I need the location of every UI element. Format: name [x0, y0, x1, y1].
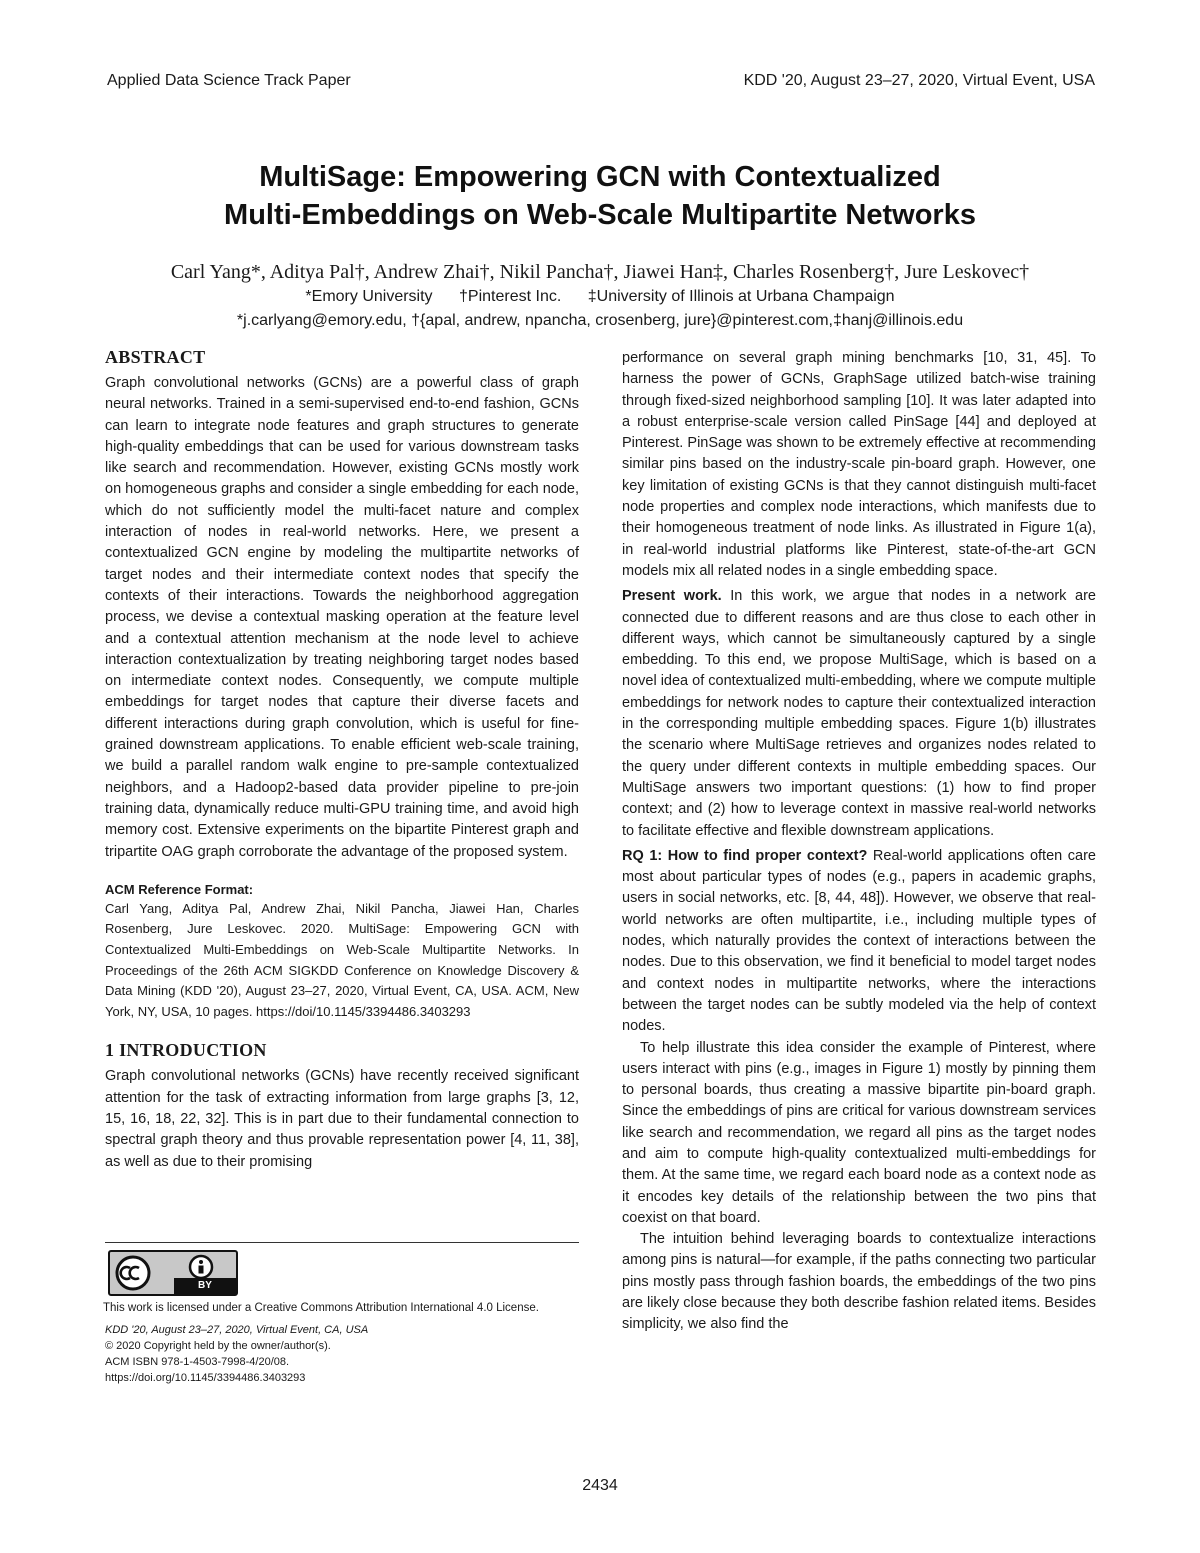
left-column [105, 345, 579, 1173]
present-work-label: Present work. [622, 588, 722, 605]
acm-reference-text: Carl Yang, Aditya Pal, Andrew Zhai, Nikil Pancha, Jiawei Han, Charles Rosenberg, Jure Leskovec. 2020. MultiSage: Empowering GCN with Contextualized Multi-Embeddings on Web-Scale Multipartite Networks. In Proceedings of the 26th ACM SIGKDD Conference on Knowledge Discovery & Data Mining (KDD '20), August 23–27, 2020, Virtual Event, CA, USA. ACM, New York, NY, USA, 10 pages. https://doi/10.1145/3394486.3403293 [105, 900, 579, 1019]
cc-by-label: BY [198, 1280, 212, 1291]
running-head-right: KDD '20, August 23–27, 2020, Virtual Event, USA [743, 72, 1095, 89]
pinterest-example-paragraph: To help illustrate this idea consider the example of Pinterest, where users interact with pins (e.g., images in Figure 1) mostly by pinning them to personal boards, thus creating a massive bipartite pin-board graph. Since the embeddings of pins are critical for various downstream services like search and recommendation, we regard all pins as the target nodes and aim to compute high-quality contextualized multi-embeddings for them. At the same time, we regard each board node as a context node as it encodes key details of the relationship between the two pins that coexist on that board. [622, 1039, 1096, 1226]
right-column [622, 348, 1096, 1336]
paper-title [60, 158, 1140, 234]
license-statement: This work is licensed under a Creative Commons Attribution International 4.0 License. [103, 1302, 539, 1314]
affiliation-pinterest: †Pinterest Inc. [459, 288, 562, 305]
title-line-2: Multi-Embeddings on Web-Scale Multipartite Networks [224, 199, 976, 231]
present-work-text: In this work, we argue that nodes in a network are connected due to different reasons and are thus close to each other in different ways, which cannot be simultaneously captured by a single embedding. To this end, we propose MultiSage, which is based on a novel idea of contextualized multi-embedding, where we compute multiple embeddings for network nodes to capture their contextualized interaction in the corresponding multiple embedding spaces. Figure 1(b) illustrates the scenario where MultiSage retrieves and organizes nodes related to the query under different contexts in multiple embedding spaces. Our MultiSage answers two important questions: (1) how to find proper context; and (2) how to leverage context in massive real-world networks to facilitate effective and flexible downstream applications. [622, 588, 1096, 839]
abstract-text: Graph convolutional networks (GCNs) are a powerful class of graph neural networks. Trained in a semi-supervised end-to-end fashion, GCNs can learn to integrate node features and graph structures to generate high-quality embeddings that can be used for various downstream tasks like search and recommendation. However, existing GCNs mostly work on homogeneous graphs and consider a single embedding for each node, which do not sufficiently model the multi-facet nature and complex interaction of nodes in real-world networks. Here, we present a contextualized GCN engine by modeling the multipartite networks of target nodes and their intermediate context nodes that specify the contexts of their interactions. Towards the neighborhood aggregation process, we devise a contextual masking operation at the feature level and a contextual attention mechanism at the node level to achieve interaction contextualization by treating neighboring target nodes based on intermediate context nodes. Consequently, we compute multiple embeddings for target nodes that capture their diverse facets and different interactions during graph convolution, which is useful for fine-grained downstream applications. To enable efficient web-scale training, we build a parallel random walk engine to pre-sample contextualized neighbors, and a Hadoop2-based data provider pipeline to pre-join training data, dynamically reduce multi-GPU training time, and avoid high memory cost. Extensive experiments on the bipartite Pinterest graph and tripartite OAG graph corroborate the advantage of the proposed system. [105, 375, 580, 860]
author-emails: *j.carlyang@emory.edu, †{apal, andrew, npancha, crosenberg, jure}@pinterest.com,‡hanj@illinois.edu [236, 312, 964, 329]
acm-reference-heading: ACM Reference Format: [105, 881, 254, 897]
footnote-rule [105, 1242, 579, 1243]
rq1-text: Real-world applications often care most about particular types of nodes (e.g., papers in academic graphs, users in social networks, etc. [8, 44, 48]). However, we observe that real-world networks are often multipartite, i.e., including multiple types of nodes, which naturally provides the context of interactions between the nodes. Due to this observation, we find it beneficial to model target nodes and context nodes in multipartite networks, where the interactions between the target nodes can be subtly modeled via the help of context nodes. [622, 847, 1096, 1035]
running-head-left: Applied Data Science Track Paper [107, 72, 351, 89]
page-number: 2434 [582, 1477, 618, 1494]
copyright-holder: © 2020 Copyright held by the owner/author(s). [105, 1340, 331, 1352]
introduction-paragraph: Graph convolutional networks (GCNs) have recently received significant attention for the task of extracting information from large graphs [3, 12, 15, 16, 18, 22, 32]. This is in part due to their fundamental connection to spectral graph theory and thus provable representation power [4, 11, 38], as well as due to their promising [105, 1068, 579, 1170]
copyright-venue: KDD '20, August 23–27, 2020, Virtual Event, CA, USA [105, 1324, 369, 1336]
creative-commons-badge [108, 1250, 238, 1296]
abstract-heading: ABSTRACT [105, 347, 206, 367]
copyright-doi: https://doi.org/10.1145/3394486.3403293 [105, 1372, 306, 1384]
board-intuition-paragraph: The intuition behind leveraging boards to contextualize interactions among pins is natural—for example, if the paths connecting two particular pins mostly pass through fashion boards, the embeddings of the two pins are likely close because they both describe fashion related items. Besides simplicity, we also find the [622, 1231, 1096, 1333]
author-list: Carl Yang*, Aditya Pal†, Andrew Zhai†, Nikil Pancha†, Jiawei Han‡, Charles Rosenberg†, Jure Leskovec† [170, 261, 1030, 283]
affiliations [60, 287, 1140, 307]
intro-continued-paragraph: performance on several graph mining benchmarks [10, 31, 45]. To harness the power of GCNs, GraphSage utilized batch-wise training through fixed-sized neighborhood sampling [10]. It was later adapted into a robust enterprise-scale version called PinSage [44] and deployed at Pinterest. PinSage was shown to be extremely effective at recommending similar pins based on the industry-scale pin-board graph. However, one key limitation of existing GCNs is that they cannot distinguish multi-facet node properties and complex node interactions, which manifests due to their homogeneous treatment of node links. As illustrated in Figure 1(a), in real-world industrial platforms like Pinterest, state-of-the-art GCN models mix all related nodes in a single embedding space. [622, 350, 1096, 579]
copyright-isbn: ACM ISBN 978-1-4503-7998-4/20/08. [105, 1356, 290, 1368]
affiliation-emory: *Emory University [305, 288, 433, 305]
rq1-paragraph [622, 846, 1096, 1038]
present-work-paragraph [622, 586, 1096, 842]
introduction-heading: 1 INTRODUCTION [105, 1040, 267, 1061]
title-line-1: MultiSage: Empowering GCN with Contextualized [259, 161, 941, 193]
rq1-label: RQ 1: How to find proper context? [622, 847, 868, 864]
copyright-block [105, 1322, 368, 1386]
affiliation-uiuc: ‡University of Illinois at Urbana Champaign [587, 288, 895, 305]
